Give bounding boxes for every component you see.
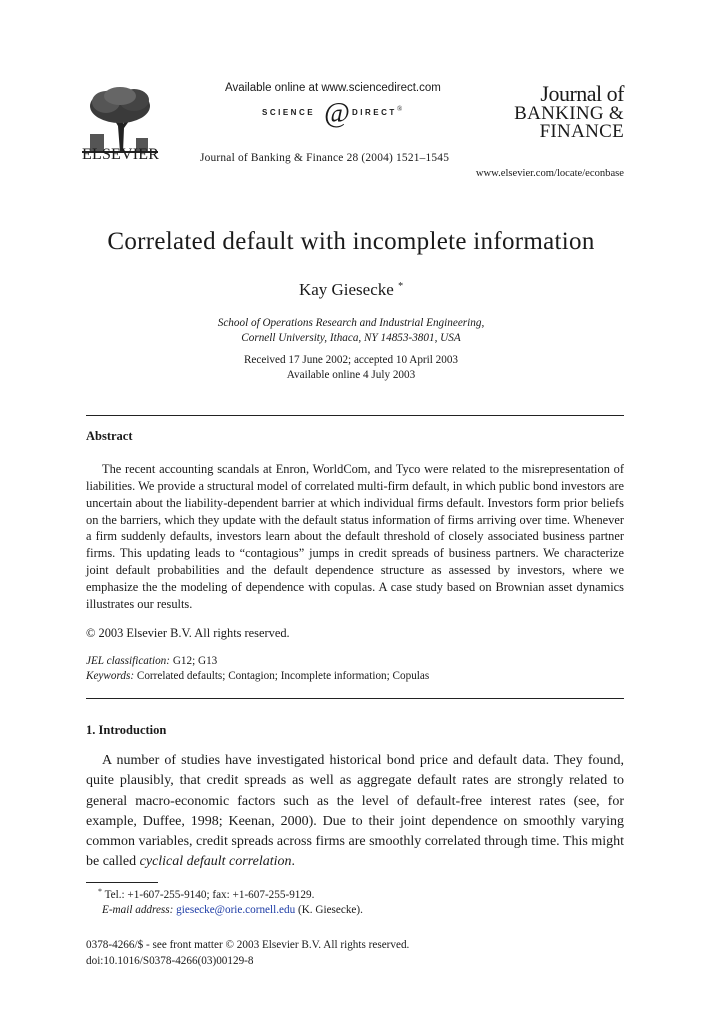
- sciencedirect-registered: ®: [397, 105, 403, 113]
- available-online-date: Available online 4 July 2003: [286, 369, 416, 381]
- introduction-text: A number of studies have investigated historical bond price and default data. They found, quite plausibly, that credit spreads as well as aggregate default rates are strongly related to general macro-economic factors such as the level of default-free interest rates (see, for example, Duffee, 1998; Keenan, 2000). Due to their joint dependence on smoothly varying common variables, credit spreads across firms are smoothly correlated through time. This might be called: [86, 753, 624, 870]
- email-link[interactable]: giesecke@orie.cornell.edu: [176, 904, 296, 916]
- doi-line[interactable]: doi:10.1016/S0378-4266(03)00129-8: [86, 955, 254, 967]
- footnote-contact: [86, 887, 314, 901]
- keywords: [86, 670, 429, 682]
- sciencedirect-logo: [262, 100, 412, 128]
- issn-line: 0378-4266/$ - see front matter © 2003 Elsevier B.V. All rights reserved.: [86, 939, 410, 951]
- introduction-italic-term: cyclical default correlation: [139, 854, 292, 870]
- sciencedirect-right: DIRECT: [352, 108, 397, 117]
- footnote-mark: *: [98, 887, 102, 896]
- footnote-phone: Tel.: +1-607-255-9140; fax: +1-607-255-9129.: [104, 889, 315, 901]
- journal-logo-line-3: FINANCE: [539, 120, 624, 142]
- journal-logo-line-2: BANKING &: [514, 102, 624, 124]
- abstract-heading: Abstract: [86, 429, 133, 443]
- email-suffix: (K. Giesecke).: [297, 904, 363, 916]
- jel-classification: [86, 655, 217, 667]
- affiliation-line-1: School of Operations Research and Industrial Engineering,: [217, 317, 485, 329]
- section-heading-introduction: 1. Introduction: [86, 723, 167, 737]
- journal-citation: Journal of Banking & Finance 28 (2004) 1521–1545: [200, 152, 450, 164]
- available-online-text[interactable]: Available online at www.sciencedirect.com: [225, 82, 441, 94]
- author-footnote-mark[interactable]: *: [398, 281, 404, 292]
- abstract-copyright: © 2003 Elsevier B.V. All rights reserved.: [86, 626, 290, 640]
- divider-top: [86, 415, 624, 416]
- keywords-label: Keywords:: [86, 670, 135, 682]
- introduction-text-end: .: [291, 854, 296, 870]
- divider-bottom: [86, 698, 624, 699]
- publisher-name: ELSEVIER: [82, 146, 160, 163]
- jel-value: G12; G13: [172, 655, 218, 667]
- jel-label: JEL classification:: [86, 655, 171, 667]
- paper-title: Correlated default with incomplete information: [107, 228, 595, 255]
- affiliation-line-2: Cornell University, Ithaca, NY 14853-3801, USA: [241, 332, 461, 344]
- journal-logo-line-1: Journal of: [540, 81, 624, 106]
- email-label: E-mail address:: [102, 904, 174, 916]
- sciencedirect-left: SCIENCE: [262, 108, 316, 117]
- keywords-value: Correlated defaults; Contagion; Incomplete information; Copulas: [136, 670, 430, 682]
- journal-logo: [514, 81, 624, 142]
- sciencedirect-at-icon: @: [324, 98, 350, 129]
- author-name: Kay Giesecke: [298, 280, 394, 299]
- footnote-rule: [86, 882, 158, 883]
- abstract-text: The recent accounting scandals at Enron, WorldCom, and Tyco were related to the misrepresentation of liabilities. We provide a structural model of correlated multi-firm default, in which public bond investors are uncertain about the liability-dependent barrier at which individual firms default. Investors form prior beliefs on the barriers, which they update with the default status information of firms arriving over time. Whenever a firm suddenly defaults, investors learn about the default threshold of closely associated business partner firms. This updating leads to “contagious” jumps in credit spreads of business partners. We characterize joint default probabilities and the default dependence structure as assessed by investors, where we emphasize the the modeling of dependence with copulas. A case study based on Brownian asset dynamics illustrates our results.: [86, 462, 624, 611]
- author: [0, 280, 702, 300]
- journal-url[interactable]: www.elsevier.com/locate/econbase: [475, 168, 624, 179]
- introduction-paragraph: [86, 751, 624, 873]
- received-dates: Received 17 June 2002; accepted 10 April 2003: [243, 354, 459, 366]
- footnote-email: [86, 904, 363, 916]
